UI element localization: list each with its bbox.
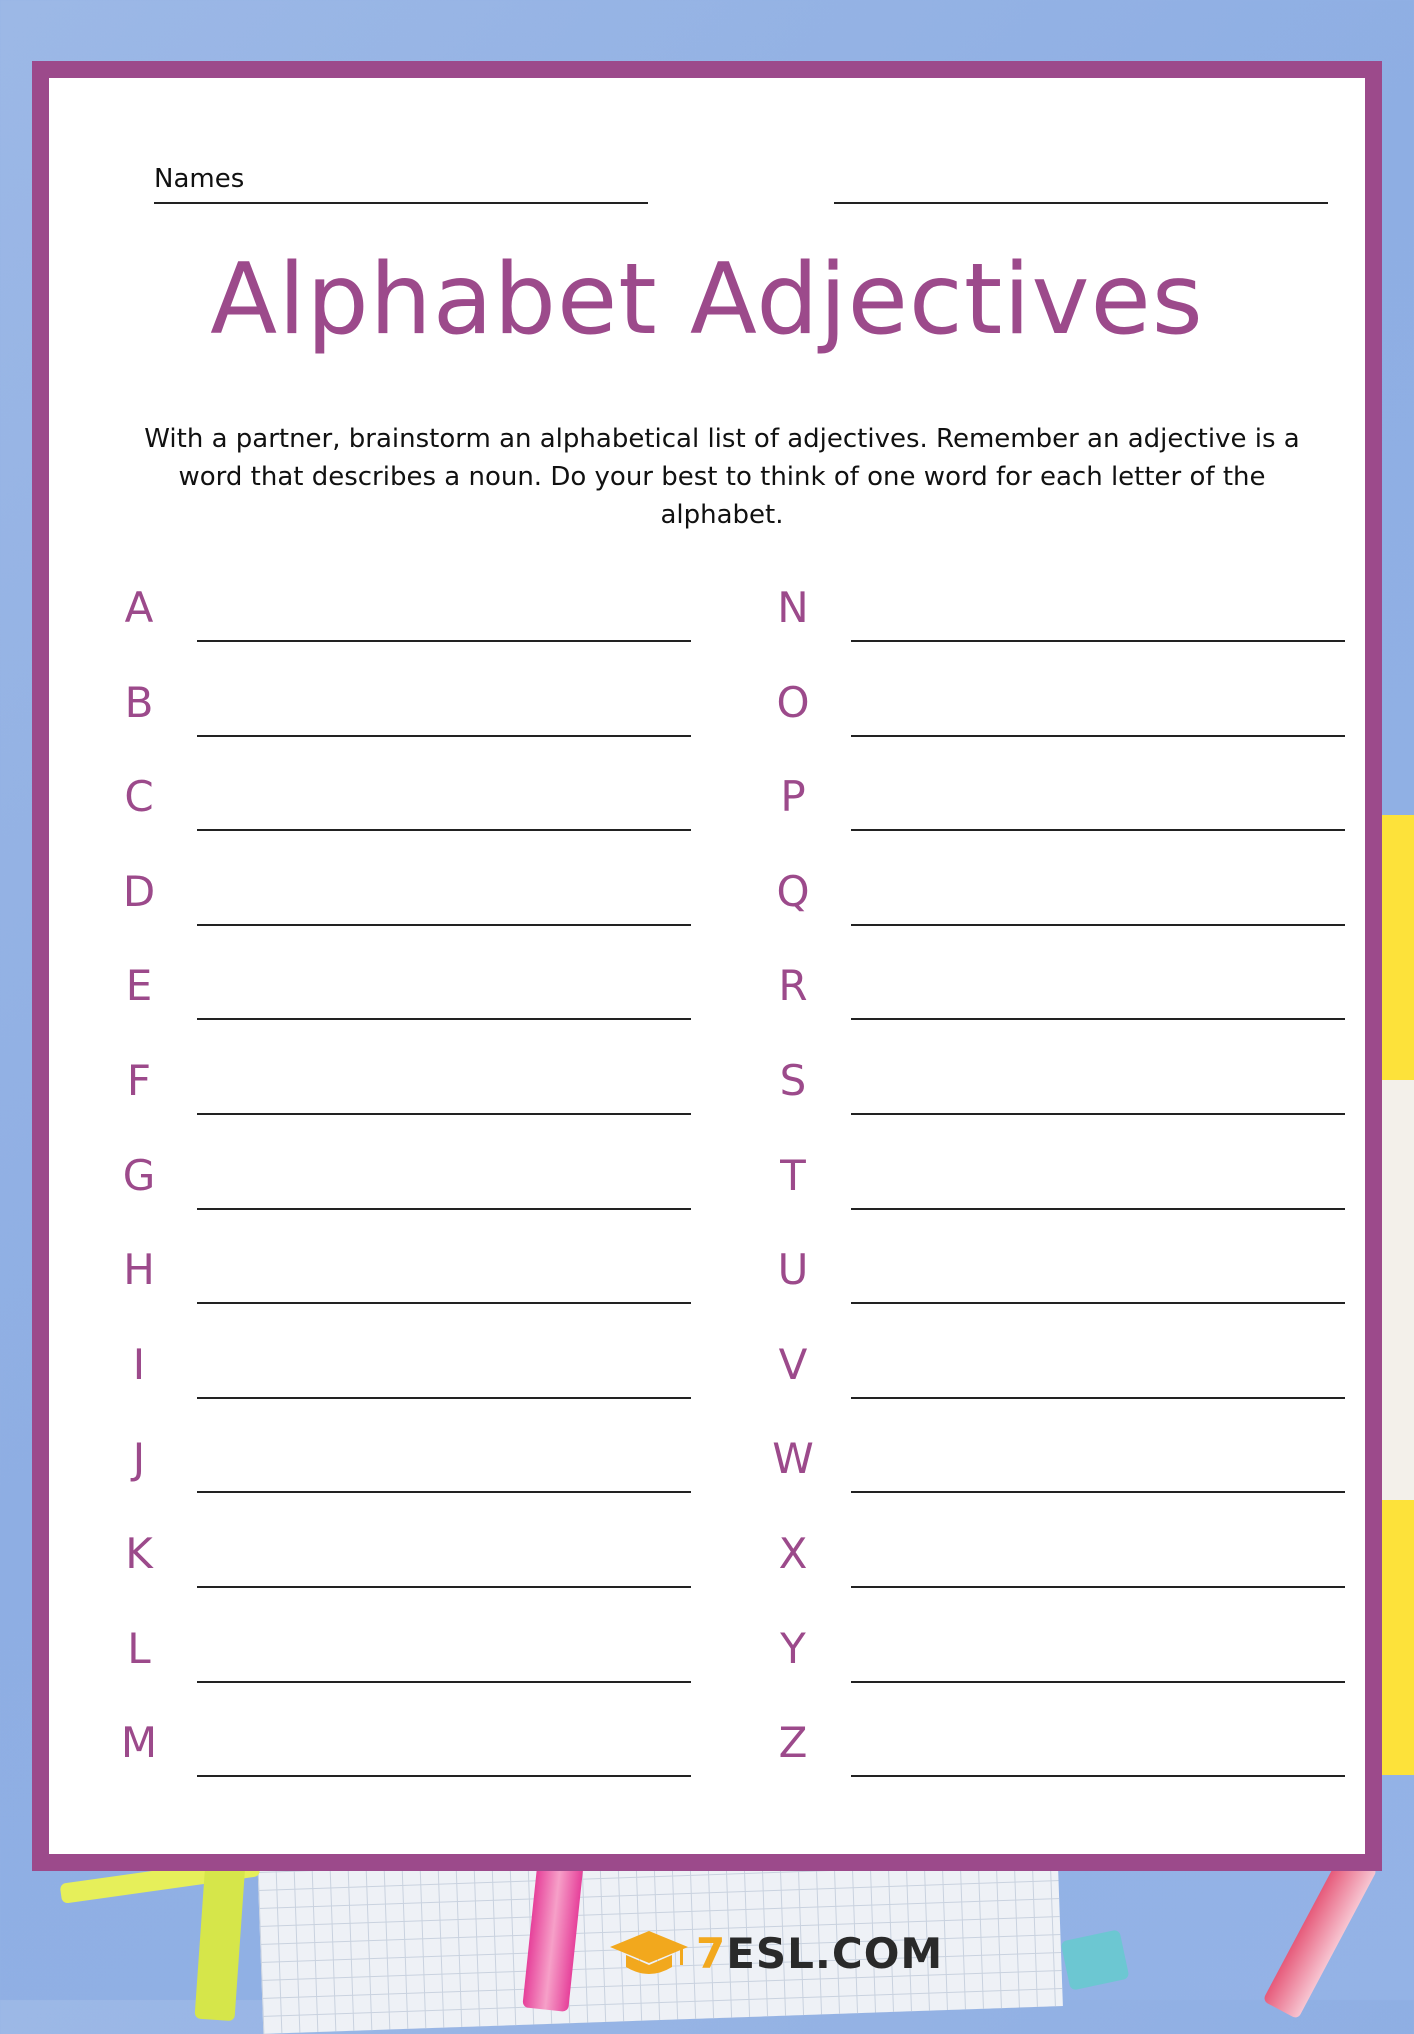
letter-label: Q <box>776 866 810 916</box>
letter-label: X <box>778 1528 808 1578</box>
letter-row <box>109 772 709 867</box>
answer-line[interactable] <box>197 1302 691 1304</box>
answer-line[interactable] <box>197 1775 691 1777</box>
letter-label: K <box>125 1528 153 1578</box>
letters-column-right <box>763 583 1363 1813</box>
binder-clip <box>1060 1929 1129 1990</box>
answer-line[interactable] <box>851 829 1345 831</box>
red-marker <box>1262 1851 1377 2020</box>
logo-accent: 7 <box>696 1929 727 1978</box>
letter-row <box>763 583 1363 678</box>
name-field-1[interactable] <box>154 154 648 204</box>
letter-label: M <box>120 1718 158 1768</box>
letter-row <box>109 1245 709 1340</box>
letter-row <box>109 1151 709 1246</box>
answer-line[interactable] <box>197 1397 691 1399</box>
answer-line[interactable] <box>851 1775 1345 1777</box>
answer-line[interactable] <box>851 1302 1345 1304</box>
letter-row <box>109 678 709 773</box>
answer-line[interactable] <box>197 1681 691 1683</box>
letter-label: I <box>132 1339 146 1389</box>
letter-row <box>763 1718 1363 1813</box>
letter-row <box>763 1056 1363 1151</box>
answer-line[interactable] <box>197 829 691 831</box>
letter-label: E <box>125 961 153 1011</box>
notebook-pages <box>1378 1080 1414 1500</box>
answer-line[interactable] <box>851 1018 1345 1020</box>
letter-label: N <box>777 583 809 632</box>
answer-line[interactable] <box>851 1586 1345 1588</box>
letter-label: Z <box>778 1718 808 1768</box>
answer-line[interactable] <box>197 1491 691 1493</box>
letter-row <box>763 1151 1363 1246</box>
answer-line[interactable] <box>197 924 691 926</box>
answer-line[interactable] <box>851 924 1345 926</box>
letter-row <box>109 1624 709 1719</box>
letter-label: D <box>122 866 156 916</box>
letter-label: B <box>124 677 154 727</box>
letter-row <box>763 772 1363 867</box>
letters-column-left <box>109 583 709 1813</box>
letter-label: U <box>777 1245 809 1295</box>
letter-row <box>763 1529 1363 1624</box>
letter-label: J <box>132 1434 146 1484</box>
letter-label: O <box>776 677 810 727</box>
letter-row <box>763 1624 1363 1719</box>
letter-row <box>109 1434 709 1529</box>
letter-label: A <box>124 583 154 632</box>
letter-label: Y <box>780 1623 806 1673</box>
letter-row <box>109 961 709 1056</box>
letter-row <box>109 583 709 678</box>
letter-row <box>763 961 1363 1056</box>
letter-row <box>109 1529 709 1624</box>
letter-row <box>109 1718 709 1813</box>
answer-line[interactable] <box>197 1018 691 1020</box>
answer-line[interactable] <box>851 640 1345 642</box>
letter-label: R <box>778 961 808 1011</box>
answer-line[interactable] <box>197 1586 691 1588</box>
letter-label: T <box>780 1150 806 1200</box>
names-label: Names <box>154 164 245 194</box>
letter-row <box>763 1340 1363 1435</box>
letter-row <box>763 678 1363 773</box>
letter-label: P <box>780 772 806 822</box>
letter-label: F <box>126 1055 152 1105</box>
answer-line[interactable] <box>851 1113 1345 1115</box>
logo-rest: ESL.COM <box>726 1929 944 1978</box>
instructions: With a partner, brainstorm an alphabetical list of adjectives. Remember an adjective is a word that describes a noun. Do your best to think of one word for each letter of the alphabet. <box>144 424 1300 530</box>
answer-line[interactable] <box>197 1208 691 1210</box>
letter-label: V <box>778 1339 808 1389</box>
answer-line[interactable] <box>197 1113 691 1115</box>
letter-label: S <box>779 1055 807 1105</box>
page-title: Alphabet Adjectives <box>210 243 1204 357</box>
letter-label: W <box>772 1434 814 1484</box>
answer-line[interactable] <box>851 1681 1345 1683</box>
answer-line[interactable] <box>851 735 1345 737</box>
letter-label: L <box>127 1623 151 1673</box>
answer-line[interactable] <box>851 1491 1345 1493</box>
letter-row <box>763 1434 1363 1529</box>
answer-line[interactable] <box>851 1208 1345 1210</box>
graduation-cap-icon <box>610 1931 688 1977</box>
answer-line[interactable] <box>197 640 691 642</box>
answer-line[interactable] <box>197 735 691 737</box>
letter-label: H <box>123 1245 155 1295</box>
name-row <box>154 154 1295 204</box>
letter-row <box>763 867 1363 962</box>
letter-row <box>109 1056 709 1151</box>
letter-row <box>109 1340 709 1435</box>
site-logo <box>610 1925 970 1981</box>
worksheet <box>32 61 1382 1871</box>
letter-label: G <box>122 1150 156 1200</box>
letter-row <box>763 1245 1363 1340</box>
letter-row <box>109 867 709 962</box>
name-field-2[interactable] <box>834 154 1328 204</box>
letter-label: C <box>124 772 154 822</box>
logo-text <box>696 1929 943 1978</box>
answer-line[interactable] <box>851 1397 1345 1399</box>
